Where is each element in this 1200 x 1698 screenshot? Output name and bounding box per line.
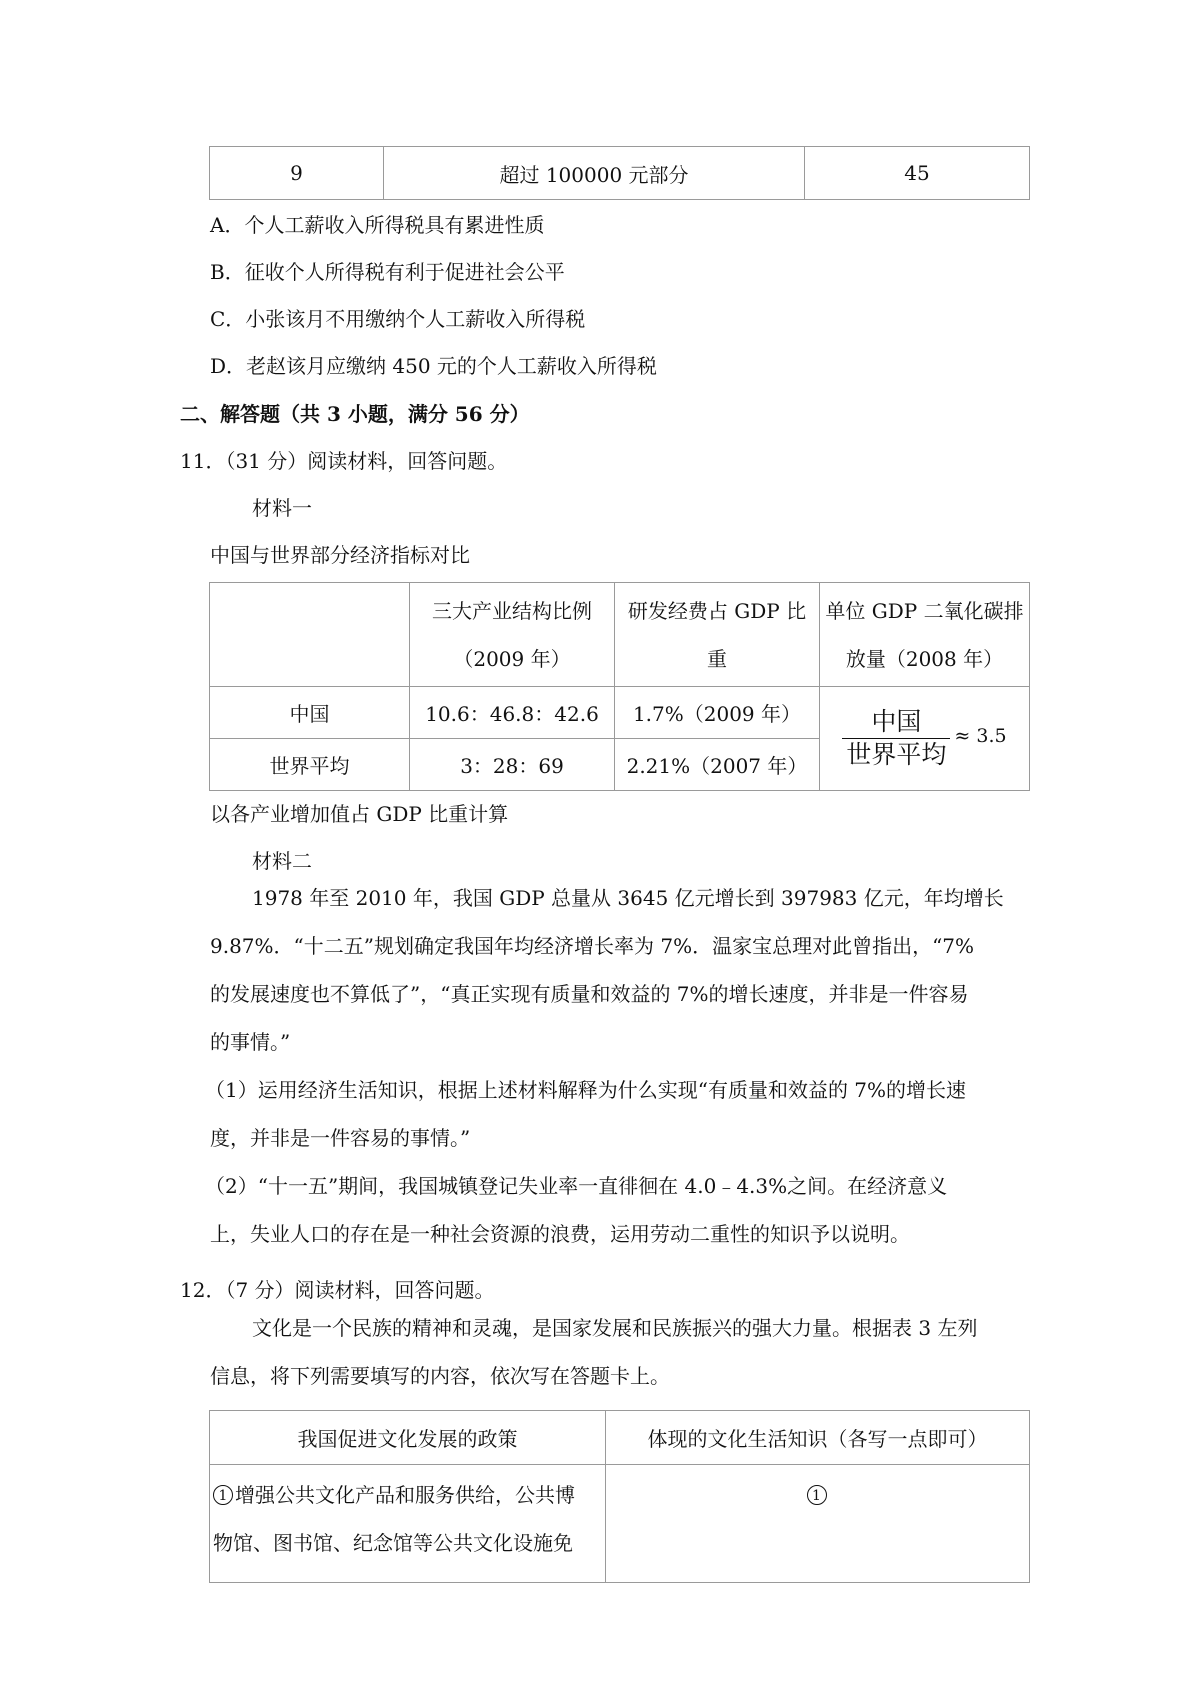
header-knowledge: 体现的文化生活知识（各写一点即可） (606, 1411, 1030, 1465)
header-co2-emission: 单位 GDP 二氧化碳排 放量（2008 年） (820, 583, 1030, 687)
fraction-numerator: 中国 (871, 707, 922, 736)
header-policy: 我国促进文化发展的政策 (210, 1411, 606, 1465)
tax-level-cell: 9 (210, 147, 384, 200)
culture-policy-table (209, 1410, 1030, 1583)
co2-ratio-fraction (842, 706, 1006, 771)
header-industry-structure: 三大产业结构比例 （2009 年） (410, 583, 615, 687)
table-row (210, 687, 1030, 739)
sub-question-1: （1）运用经济生活知识，根据上述材料解释为什么实现“有质量和效益的 7%的增长速 度，并非是一件容易的事情。” (205, 1078, 967, 1150)
policy-cell-1: 1 增强公共文化产品和服务供给，公共博 物馆、图书馆、纪念馆等公共文化设施免 (210, 1465, 606, 1583)
row-label-world: 世界平均 (210, 739, 410, 791)
table-header-row (210, 583, 1030, 687)
table-header-row (210, 1411, 1030, 1465)
question-12-stem: 12．（7 分）阅读材料，回答问题。 (180, 1278, 495, 1302)
table-title: 中国与世界部分经济指标对比 (210, 543, 470, 567)
china-rd-cell: 1.7%（2009 年） (615, 687, 820, 739)
fraction-approx-value: ≈ 3.5 (954, 724, 1007, 747)
co2-ratio-cell (820, 687, 1030, 791)
option-c: C．小张该月不用缴纳个人工薪收入所得税 (210, 307, 586, 331)
row-label-china: 中国 (210, 687, 410, 739)
circled-number-marker: 1 (807, 1485, 827, 1505)
china-structure-cell: 10.6：46.8：42.6 (410, 687, 615, 739)
table-row (210, 1465, 1030, 1583)
option-b: B．征收个人所得税有利于促进社会公平 (210, 260, 565, 284)
sub-question-2: （2）“十一五”期间，我国城镇登记失业率一直徘徊在 4.0﹣4.3%之间。在经济意义 上，失业人口的存在是一种社会资源的浪费，运用劳动二重性的知识予以说明。 (205, 1174, 948, 1246)
material-1-label: 材料一 (252, 496, 312, 520)
empty-header-cell (210, 583, 410, 687)
question-12-intro: 文化是一个民族的精神和灵魂，是国家发展和民族振兴的强大力量。根据表 3 左列 信息，将下列需要填写的内容，依次写在答题卡上。 (210, 1316, 978, 1388)
tax-rate-table-fragment (209, 146, 1030, 200)
question-11-stem: 11．（31 分）阅读材料，回答问题。 (180, 449, 508, 473)
option-a: A．个人工薪收入所得税具有累进性质 (210, 213, 545, 237)
option-d: D．老赵该月应缴纳 450 元的个人工薪收入所得税 (210, 354, 657, 378)
section-heading: 二、解答题（共 3 小题，满分 56 分） (180, 402, 530, 426)
material-2-label: 材料二 (252, 849, 312, 873)
tax-rate-cell: 45 (805, 147, 1030, 200)
table-row (210, 147, 1030, 200)
tax-range-cell: 超过 100000 元部分 (384, 147, 805, 200)
world-rd-cell: 2.21%（2007 年） (615, 739, 820, 791)
economic-indicators-table (209, 582, 1030, 791)
table-note: 以各产业增加值占 GDP 比重计算 (210, 802, 509, 826)
material-2-paragraph: 1978 年至 2010 年，我国 GDP 总量从 3645 亿元增长到 397983 亿元，年均增长 9.87%．“十二五”规划确定我国年均经济增长率为 7%．温家宝总理对此曾指出，“7% 的发展速度也不算低了”，“真正实现有质量和效益的 7%的增长速度，并非是一件容易 的事情。” (210, 886, 1004, 1054)
world-structure-cell: 3：28：69 (410, 739, 615, 791)
knowledge-cell-1 (606, 1465, 1030, 1583)
circled-number-marker: 1 (213, 1485, 233, 1505)
fraction-denominator: 世界平均 (846, 740, 947, 769)
header-rd-ratio: 研发经费占 GDP 比 重 (615, 583, 820, 687)
